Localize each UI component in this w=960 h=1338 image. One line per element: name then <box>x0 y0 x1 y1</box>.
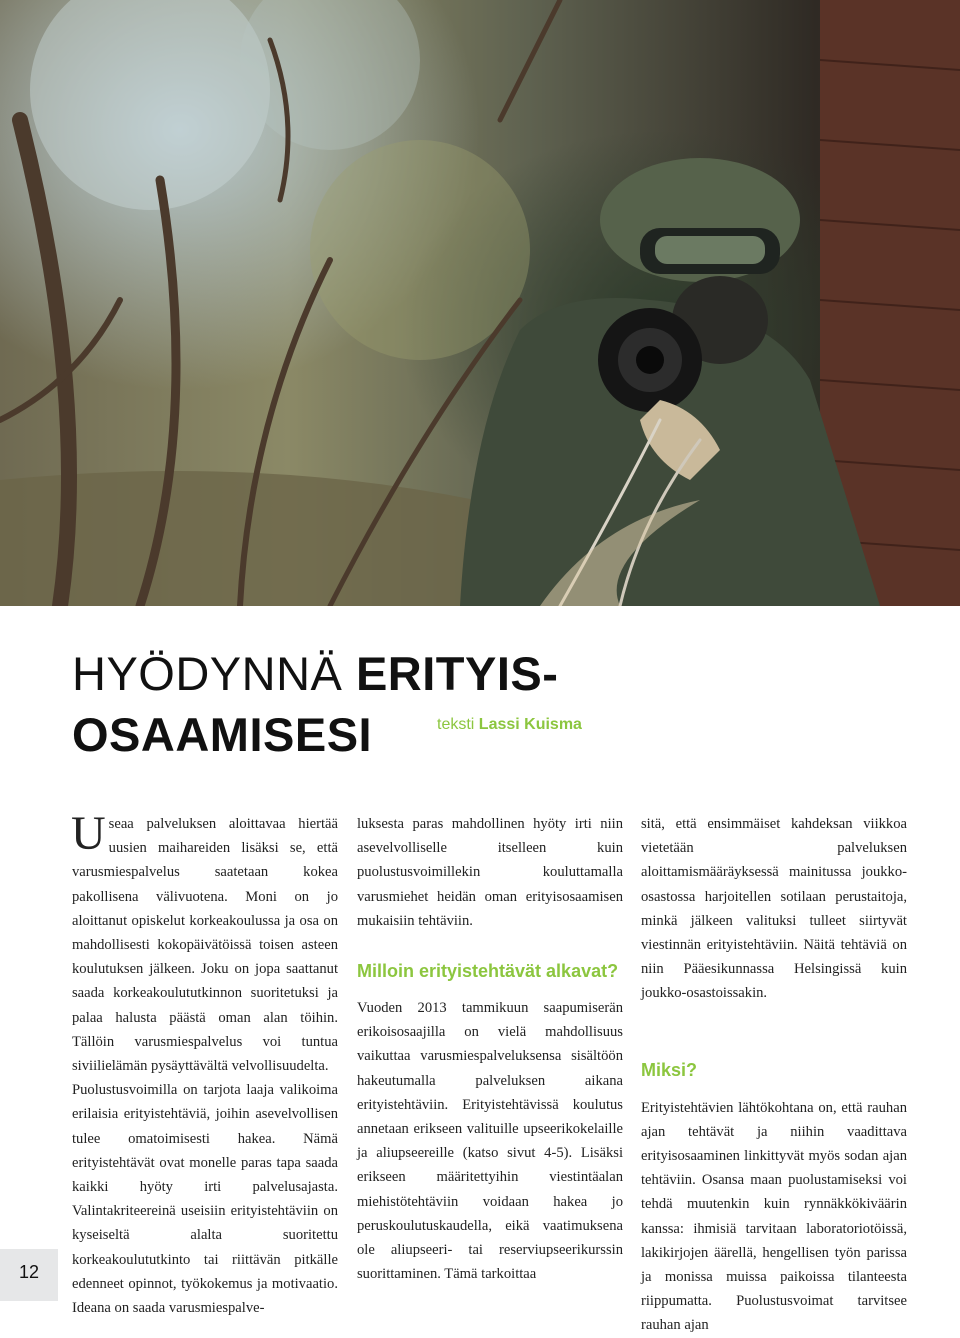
byline-label: teksti <box>437 716 479 733</box>
paragraph: Erityistehtävien lähtökohtana on, että rauhan ajan tehtävät ja niihin vaadittava erityisosaaminen linkittyvät myös sodan ajan tehtäviin. Osansa maan puolustamiseksi voi tehdä muutenkin kuin rynnäkkökiväärin kanssa: ihmisiä tarvitaan laboratoriotöissä, lakikirjojen äärellä, hengellisen työn parissa ja monissa muissa paikoissa tilanteesta riippumatta. Puolustusvoimat tarvitsee rauhan ajan <box>641 1099 907 1334</box>
subheading: Miksi? <box>641 1059 698 1080</box>
article-title-line2: OSAAMISESI <box>72 708 373 761</box>
paragraph: Vuoden 2013 tammikuun saapumiserän erikoisosaajilla on vielä mahdollisuus vaikuttaa varusmiespalveluksensa sisältöön hakeutumalla palveluksen aikana erityistehtäviin. Erityistehtävissä koulutus annetaan erikseen valituille upseerikokelaille ja aliupseereille (katso sivut 4-5). Lisäksi erikseen määritettyihin viestintäalan miehistötehtäviin voidaan hakea jo peruskoulutuskaudella, eikä vaatimuksena ole aliupseeri- tai reserviupseerikurssin suorittaminen. Tämä tarkoittaa <box>357 1000 623 1283</box>
paragraph <box>71 807 338 1078</box>
page-number: 12 <box>18 1262 40 1282</box>
title-part-light: HYÖDYNNÄ <box>72 647 356 700</box>
soldier-photo-illustration <box>0 0 960 606</box>
hero-photo <box>0 0 960 606</box>
text-column-1 <box>71 807 338 1320</box>
text-column-2 <box>357 812 623 1286</box>
article-title-line1 <box>72 647 559 700</box>
paragraph-text: seaa palveluksen aloittavaa hiertää uusien maihareiden lisäksi se, että varusmiespalvelus saatetaan kokea pakollisena välivuotena. Moni on jo aloittanut opiskelut korkeakoulussa ja osa on mahdollisesti kokopäivätöissä toisen asteen koulutuksen jälkeen. Joku on jopa saattanut saada korkeakoulututkinnon suoritetuksi ja palaa halusta päästä oman alan töihin. Tällöin varusmiespalvelus voi tuntua siviilielämän pysäyttävältä velvollisuudelta. <box>72 816 338 1075</box>
byline <box>437 716 582 734</box>
paragraph: sitä, että ensimmäiset kahdeksan viikkoa vietetään palveluksen aloittamismääräyksessä mainitussa joukko-osastossa harjoitellen sotilaan perustaitoja, minkä jälkeen valituksi tulleet siirtyvät viestinnän erityistehtäviin. Näitä tehtäviä on niin Pääesikunnassa Helsingissä kuin joukko-osastoissakin. <box>641 816 907 1002</box>
paragraph: Puolustusvoimilla on tarjota laaja valikoima erilaisia erityistehtäviä, joihin asevelvollisen tulee omatoimisesti hakea. Nämä erityistehtävät ovat monelle paras tapa saada kaikki hyöty irti palvelusajasta. Valintakriteereinä useisiin erityistehtäviin on kyseiseltä alalta suoritettu korkeakoulututkinto tai riittävän pitkälle edenneet opinnot, työkokemus ja motivaatio. Ideana on saada varusmiespalve- <box>72 1082 338 1317</box>
text-column-3 <box>641 812 907 1338</box>
subheading: Milloin erityistehtävät alkavat? <box>357 961 619 982</box>
byline-author: Lassi Kuisma <box>478 716 582 733</box>
paragraph: luksesta paras mahdollinen hyöty irti niin asevelvolliselle itselleen kuin puolustusvoimillekin kouluttamalla varusmiehet heidän oman erityisosaamisen mukaisiin tehtäviin. <box>357 816 623 929</box>
title-part-bold: ERITYIS- <box>355 647 559 700</box>
drop-cap: U <box>71 807 106 860</box>
